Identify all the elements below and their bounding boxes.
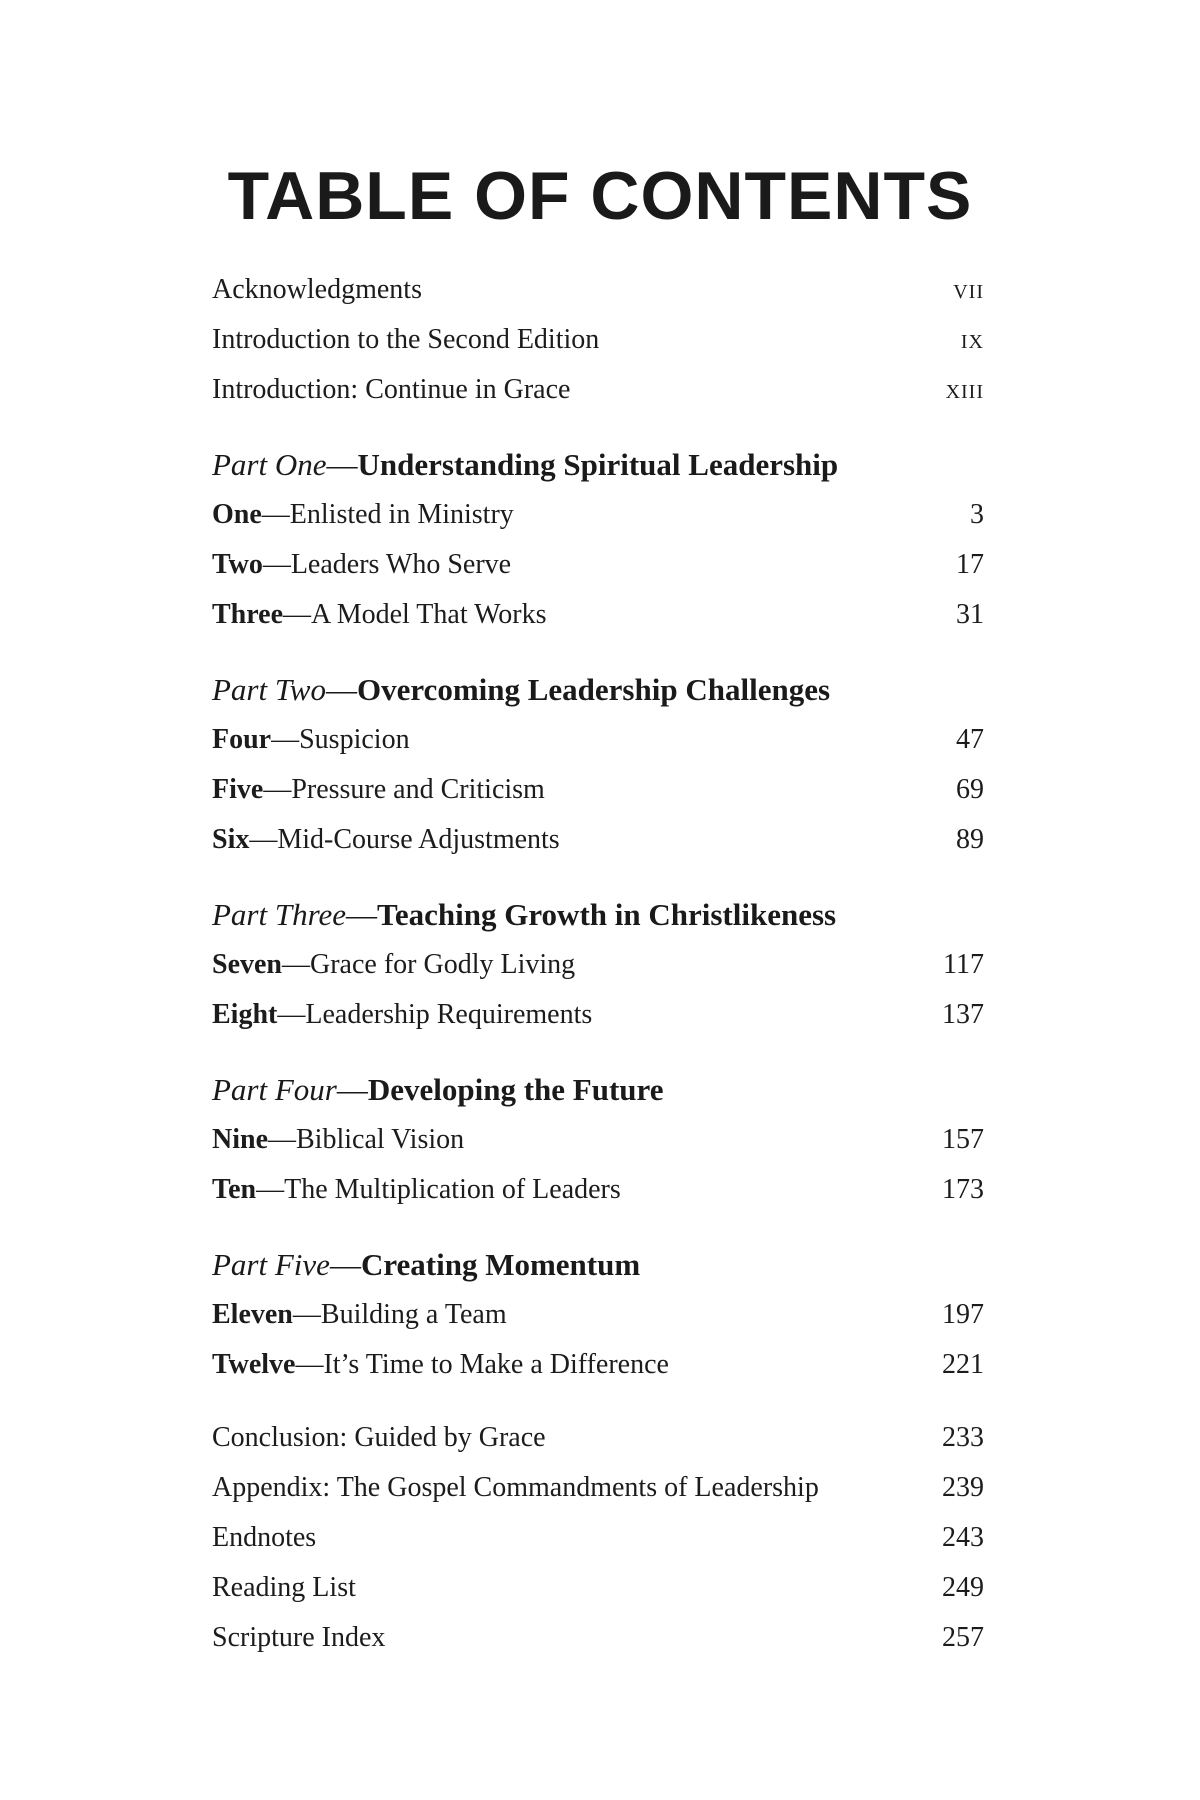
chapter-label bbox=[212, 715, 410, 765]
chapter-label bbox=[212, 940, 575, 990]
chapter-entry[interactable] bbox=[212, 490, 984, 540]
page-number: 173 bbox=[942, 1174, 984, 1205]
page-number: 117 bbox=[943, 949, 984, 980]
em-dash: — bbox=[271, 724, 300, 755]
page-number: 233 bbox=[942, 1422, 984, 1453]
em-dash: — bbox=[336, 1072, 368, 1107]
page-number: 47 bbox=[956, 724, 984, 755]
chapter-number: Three bbox=[212, 599, 284, 630]
chapter-title: Leadership Requirements bbox=[305, 999, 593, 1030]
em-dash: — bbox=[263, 774, 292, 805]
chapter-title: Mid-Course Adjustments bbox=[277, 824, 560, 855]
entry-title: Introduction to the Second Edition bbox=[212, 324, 600, 355]
part-heading[interactable] bbox=[212, 1065, 984, 1115]
toc-entry[interactable] bbox=[212, 1563, 984, 1613]
part-title: Developing the Future bbox=[367, 1072, 664, 1107]
chapter-number: Two bbox=[212, 549, 263, 580]
chapter-title: Leaders Who Serve bbox=[290, 549, 512, 580]
part-label: Part Two bbox=[212, 672, 326, 707]
chapter-title: Biblical Vision bbox=[296, 1124, 465, 1155]
part-label: Part Three bbox=[212, 897, 347, 932]
part-heading[interactable] bbox=[212, 440, 984, 490]
entry-title: Reading List bbox=[212, 1572, 356, 1603]
page-number: 221 bbox=[942, 1349, 984, 1380]
page-number: 239 bbox=[942, 1472, 984, 1503]
chapter-label bbox=[212, 1290, 507, 1340]
page-number: 89 bbox=[956, 824, 984, 855]
em-dash: — bbox=[249, 824, 278, 855]
entry-title: Introduction: Continue in Grace bbox=[212, 374, 571, 405]
chapter-label bbox=[212, 815, 560, 865]
chapter-number: Four bbox=[212, 724, 272, 755]
em-dash: — bbox=[282, 949, 310, 980]
chapter-number: Eight bbox=[212, 999, 278, 1030]
page-number: 249 bbox=[942, 1572, 984, 1603]
part-label: Part One bbox=[212, 447, 327, 482]
page-number: xiii bbox=[945, 374, 984, 405]
page-number: 31 bbox=[956, 599, 984, 630]
page-number: ix bbox=[960, 324, 984, 355]
chapter-label bbox=[212, 540, 511, 590]
chapter-entry[interactable] bbox=[212, 715, 984, 765]
toc-entry[interactable] bbox=[212, 1613, 984, 1663]
em-dash: — bbox=[329, 1247, 361, 1282]
chapter-entry[interactable] bbox=[212, 765, 984, 815]
chapter-entry[interactable] bbox=[212, 815, 984, 865]
chapter-title: A Model That Works bbox=[311, 599, 547, 630]
entry-title: Endnotes bbox=[212, 1522, 317, 1553]
part-title: Creating Momentum bbox=[360, 1247, 641, 1282]
page-number: 197 bbox=[942, 1299, 984, 1330]
em-dash: — bbox=[256, 1174, 285, 1205]
chapter-number: One bbox=[212, 499, 262, 530]
page-number: 137 bbox=[942, 999, 984, 1030]
toc-entry[interactable] bbox=[212, 365, 984, 415]
chapter-label bbox=[212, 990, 592, 1040]
entry-title: Conclusion: Guided by Grace bbox=[212, 1422, 546, 1453]
page-number: 3 bbox=[970, 499, 984, 530]
chapter-entry[interactable] bbox=[212, 1165, 984, 1215]
chapter-number: Eleven bbox=[212, 1299, 293, 1330]
toc-entry[interactable] bbox=[212, 1463, 984, 1513]
chapter-label bbox=[212, 490, 514, 540]
em-dash: — bbox=[326, 447, 358, 482]
chapter-entry[interactable] bbox=[212, 1340, 984, 1390]
em-dash: — bbox=[262, 549, 291, 580]
chapter-label bbox=[212, 590, 547, 640]
chapter-number: Twelve bbox=[212, 1349, 296, 1380]
chapter-label bbox=[212, 1340, 669, 1390]
chapter-title: Grace for Godly Living bbox=[310, 949, 576, 980]
entry-title: Scripture Index bbox=[212, 1622, 386, 1653]
chapter-number: Six bbox=[212, 824, 250, 855]
em-dash: — bbox=[325, 672, 357, 707]
chapter-number: Ten bbox=[212, 1174, 257, 1205]
em-dash: — bbox=[292, 1299, 321, 1330]
toc-entry[interactable] bbox=[212, 1513, 984, 1563]
toc-entry[interactable] bbox=[212, 1413, 984, 1463]
chapter-entry[interactable] bbox=[212, 1115, 984, 1165]
page-number: 17 bbox=[956, 549, 984, 580]
part-heading[interactable] bbox=[212, 1240, 984, 1290]
em-dash: — bbox=[268, 1124, 296, 1155]
chapter-entry[interactable] bbox=[212, 540, 984, 590]
chapter-title: Suspicion bbox=[299, 724, 410, 755]
chapter-entry[interactable] bbox=[212, 990, 984, 1040]
em-dash: — bbox=[346, 897, 378, 932]
entry-title: Acknowledgments bbox=[212, 274, 422, 305]
chapter-entry[interactable] bbox=[212, 1290, 984, 1340]
page-number: 157 bbox=[942, 1124, 984, 1155]
toc-entry[interactable] bbox=[212, 265, 984, 315]
chapter-label bbox=[212, 1115, 464, 1165]
part-heading[interactable] bbox=[212, 890, 984, 940]
part-heading[interactable] bbox=[212, 665, 984, 715]
part-title: Understanding Spiritual Leadership bbox=[357, 447, 839, 482]
chapter-number: Nine bbox=[212, 1124, 268, 1155]
chapter-label bbox=[212, 765, 545, 815]
part-title: Overcoming Leadership Challenges bbox=[356, 672, 831, 707]
toc-entry[interactable] bbox=[212, 315, 984, 365]
em-dash: — bbox=[295, 1349, 324, 1380]
chapter-title: The Multiplication of Leaders bbox=[284, 1174, 621, 1205]
page-number: 69 bbox=[956, 774, 984, 805]
chapter-label bbox=[212, 1165, 621, 1215]
page-number: 243 bbox=[942, 1522, 984, 1553]
chapter-title: It’s Time to Make a Difference bbox=[323, 1349, 669, 1380]
chapter-title: Enlisted in Ministry bbox=[289, 499, 514, 530]
em-dash: — bbox=[277, 999, 306, 1030]
chapter-entry[interactable] bbox=[212, 940, 984, 990]
chapter-title: Pressure and Criticism bbox=[291, 774, 545, 805]
part-label: Part Five bbox=[212, 1247, 330, 1282]
page-number: 257 bbox=[942, 1622, 984, 1653]
part-title: Teaching Growth in Christlikeness bbox=[377, 897, 837, 932]
entry-title: Appendix: The Gospel Commandments of Leadership bbox=[212, 1472, 819, 1503]
page-title: TABLE OF CONTENTS bbox=[227, 158, 973, 234]
chapter-entry[interactable] bbox=[212, 590, 984, 640]
page-number: vii bbox=[953, 274, 984, 305]
chapter-title: Building a Team bbox=[320, 1299, 507, 1330]
chapter-number: Seven bbox=[212, 949, 282, 980]
em-dash: — bbox=[261, 499, 290, 530]
part-label: Part Four bbox=[212, 1072, 337, 1107]
chapter-number: Five bbox=[212, 774, 264, 805]
em-dash: — bbox=[283, 599, 312, 630]
